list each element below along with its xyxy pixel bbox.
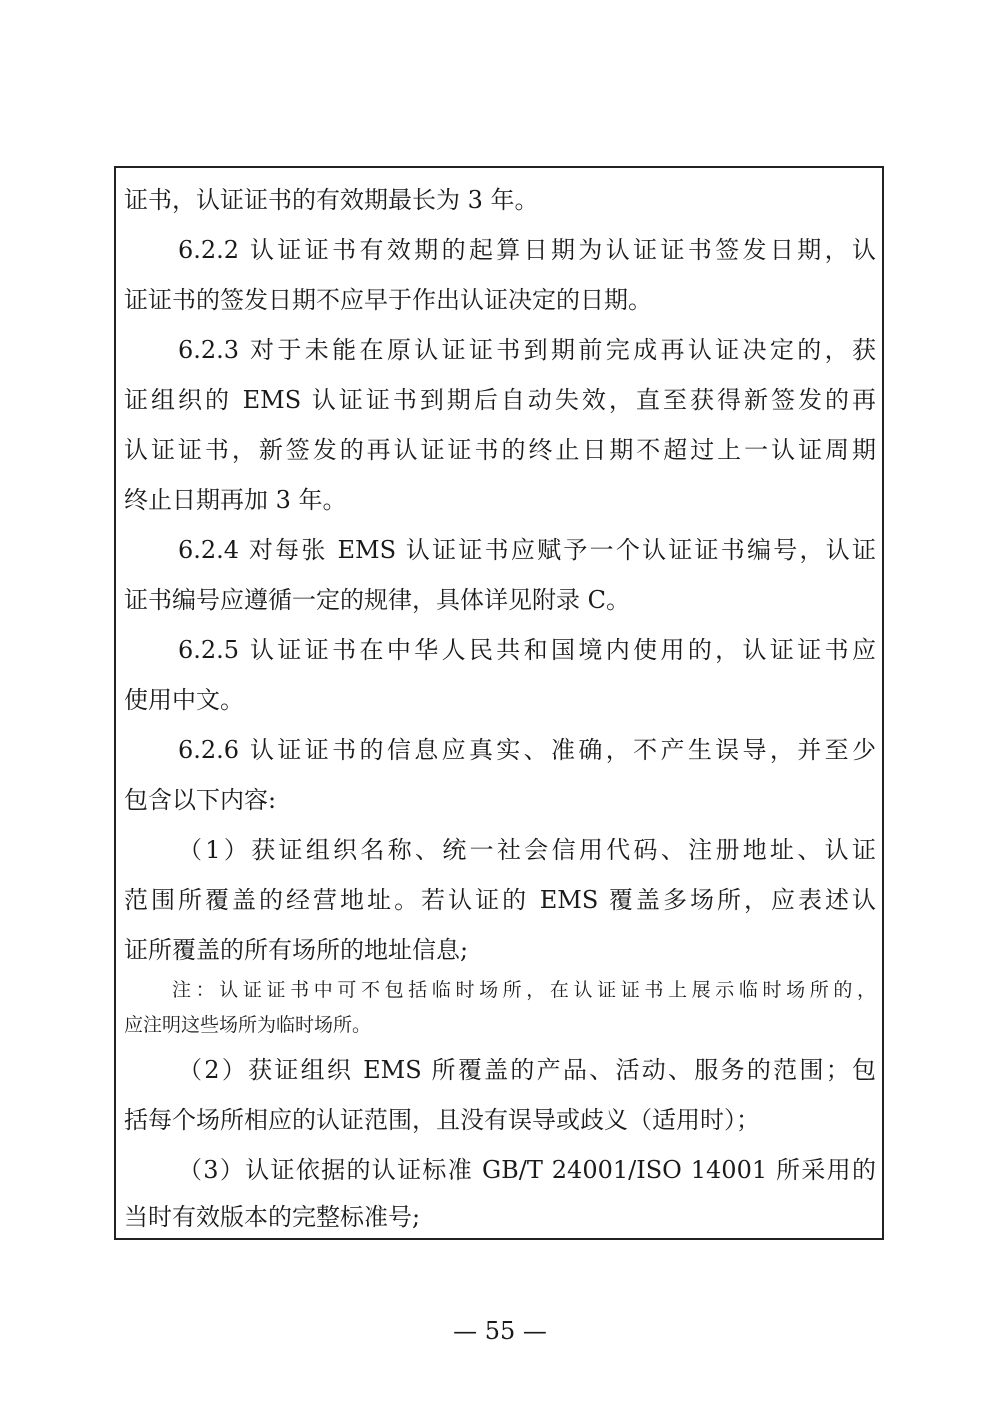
text-line: 使用中文。 (124, 686, 244, 714)
note-line: 应注明这些场所为临时场所。 (124, 1014, 372, 1036)
text-line: 6.2.5 认证证书在中华人民共和国境内使用的，认证证书应 (178, 636, 876, 664)
text-line: 证证书的签发日期不应早于作出认证决定的日期。 (124, 286, 652, 314)
text-line: （2）获证组织 EMS 所覆盖的产品、活动、服务的范围；包 (178, 1056, 876, 1084)
text-line: 证所覆盖的所有场所的地址信息; (124, 936, 469, 964)
text-line: 认证证书，新签发的再认证证书的终止日期不超过上一认证周期 (124, 436, 876, 464)
text-line: 包含以下内容: (124, 786, 277, 814)
text-line: 6.2.4 对每张 EMS 认证证书应赋予一个认证证书编号，认证 (178, 536, 876, 564)
text-line: 6.2.6 认证证书的信息应真实、准确，不产生误导，并至少 (178, 736, 876, 764)
text-line: （3）认证依据的认证标准 GB/T 24001/ISO 14001 所采用的 (178, 1156, 876, 1184)
text-line: 证组织的 EMS 认证证书到期后自动失效，直至获得新签发的再 (124, 386, 876, 414)
text-line: 范围所覆盖的经营地址。若认证的 EMS 覆盖多场所，应表述认 (124, 886, 876, 914)
text-line: 终止日期再加 3 年。 (124, 486, 347, 514)
text-line: 当时有效版本的完整标准号; (124, 1203, 421, 1231)
text-line: 括每个场所相应的认证范围，且没有误导或歧义（适用时）； (124, 1106, 760, 1134)
text-line: （1）获证组织名称、统一社会信用代码、注册地址、认证 (178, 836, 876, 864)
text-line: 证书，认证证书的有效期最长为 3 年。 (124, 186, 539, 214)
page-number: — 55 — (453, 1317, 547, 1345)
text-line: 6.2.3 对于未能在原认证证书到期前完成再认证决定的，获 (178, 336, 876, 364)
text-line: 证书编号应遵循一定的规律，具体详见附录 C。 (124, 586, 630, 614)
note-line: 注：认证证书中可不包括临时场所，在认证证书上展示临时场所的， (172, 979, 876, 1001)
text-line: 6.2.2 认证证书有效期的起算日期为认证证书签发日期，认 (178, 236, 876, 264)
